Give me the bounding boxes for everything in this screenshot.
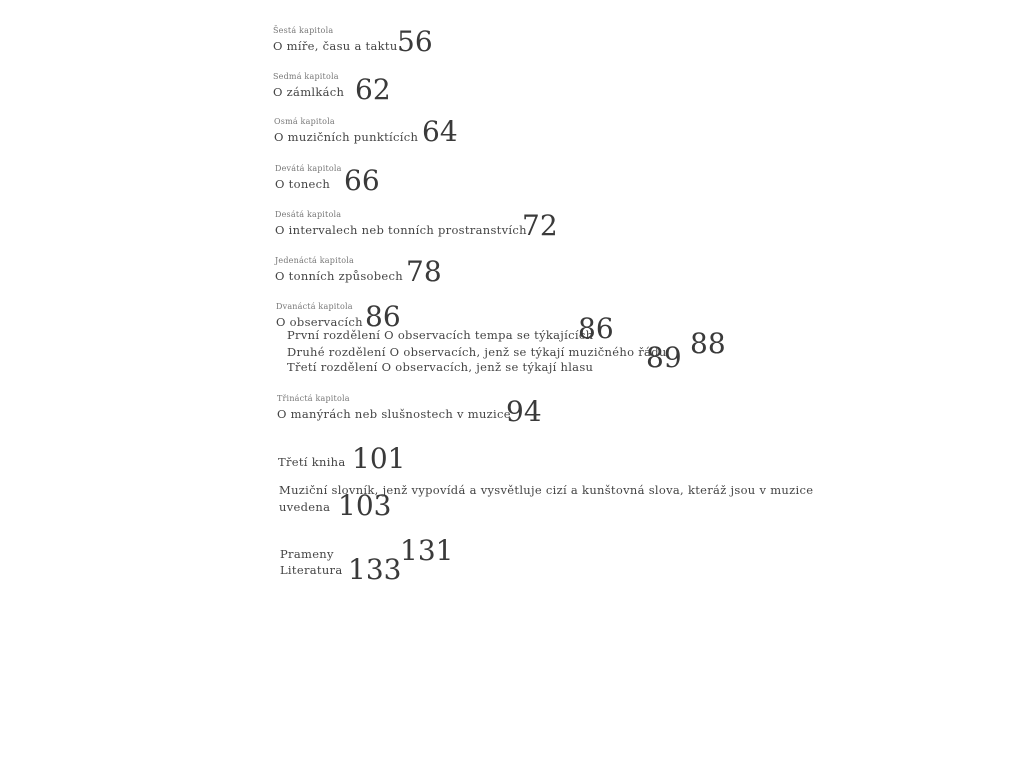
page-number: 66	[344, 164, 380, 197]
chapter-title: O muzičních punktících	[274, 130, 419, 144]
toc-entry-chapter-11	[275, 256, 403, 284]
page-number: 62	[355, 73, 391, 106]
page-number: 94	[506, 395, 542, 428]
chapter-title: O observacích	[276, 315, 363, 329]
chapter-title: O intervalech neb tonních prostranstvích	[275, 223, 527, 237]
page-number: 72	[522, 209, 558, 242]
chapter-title: O tonech	[275, 177, 331, 191]
subsection-title: Druhé rozdělení O observacích, jenž se týkají muzičného řádu	[287, 345, 667, 359]
page-number: 103	[338, 489, 392, 522]
page-number: 89	[646, 341, 682, 374]
toc-entry-chapter-7	[273, 72, 344, 100]
chapter-label: Devátá kapitola	[275, 164, 342, 173]
chapter-title: O míře, času a taktu	[273, 39, 398, 53]
page-number: 78	[406, 255, 442, 288]
chapter-label: Osmá kapitola	[274, 117, 335, 126]
chapter-label: Třináctá kapitola	[277, 394, 350, 403]
subsection-title: První rozdělení O observacích tempa se týkajících	[287, 328, 594, 342]
literature-title: Literatura	[280, 563, 343, 577]
page-number: 133	[348, 553, 402, 586]
chapter-title: O tonních způsobech	[275, 269, 403, 283]
page-number: 101	[352, 442, 406, 475]
chapter-title: O manýrách neb slušnostech v muzice	[277, 407, 511, 421]
chapter-label: Jedenáctá kapitola	[275, 256, 354, 265]
toc-entry-chapter-12	[276, 302, 363, 330]
chapter-label: Desátá kapitola	[275, 210, 342, 219]
page-number: 86	[578, 312, 614, 345]
page-number: 131	[400, 534, 454, 567]
toc-entry-chapter-10	[275, 210, 527, 238]
book-title: Třetí kniha	[278, 455, 346, 469]
subsection-title: Třetí rozdělení O observacích, jenž se týkají hlasu	[287, 360, 594, 374]
page-number: 88	[690, 327, 726, 360]
chapter-label: Dvanáctá kapitola	[276, 302, 353, 311]
dictionary-title-line1: Muziční slovník, jenž vypovídá a vysvětluje cizí a kunštovná slova, kteráž jsou v muzice	[279, 483, 814, 497]
page-number: 86	[365, 300, 401, 333]
chapter-label: Sedmá kapitola	[273, 72, 339, 81]
chapter-title: O zámlkách	[273, 85, 345, 99]
sources-title: Prameny	[280, 547, 334, 561]
page-number: 56	[397, 25, 433, 58]
dictionary-title-line2: uvedena	[279, 500, 331, 514]
page-number: 64	[422, 115, 458, 148]
toc-entry-chapter-8	[274, 117, 418, 145]
toc-entry-chapter-9	[275, 164, 342, 192]
toc-entry-chapter-6	[273, 26, 398, 54]
toc-entry-chapter-13	[277, 394, 511, 422]
chapter-label: Šestá kapitola	[273, 26, 334, 35]
